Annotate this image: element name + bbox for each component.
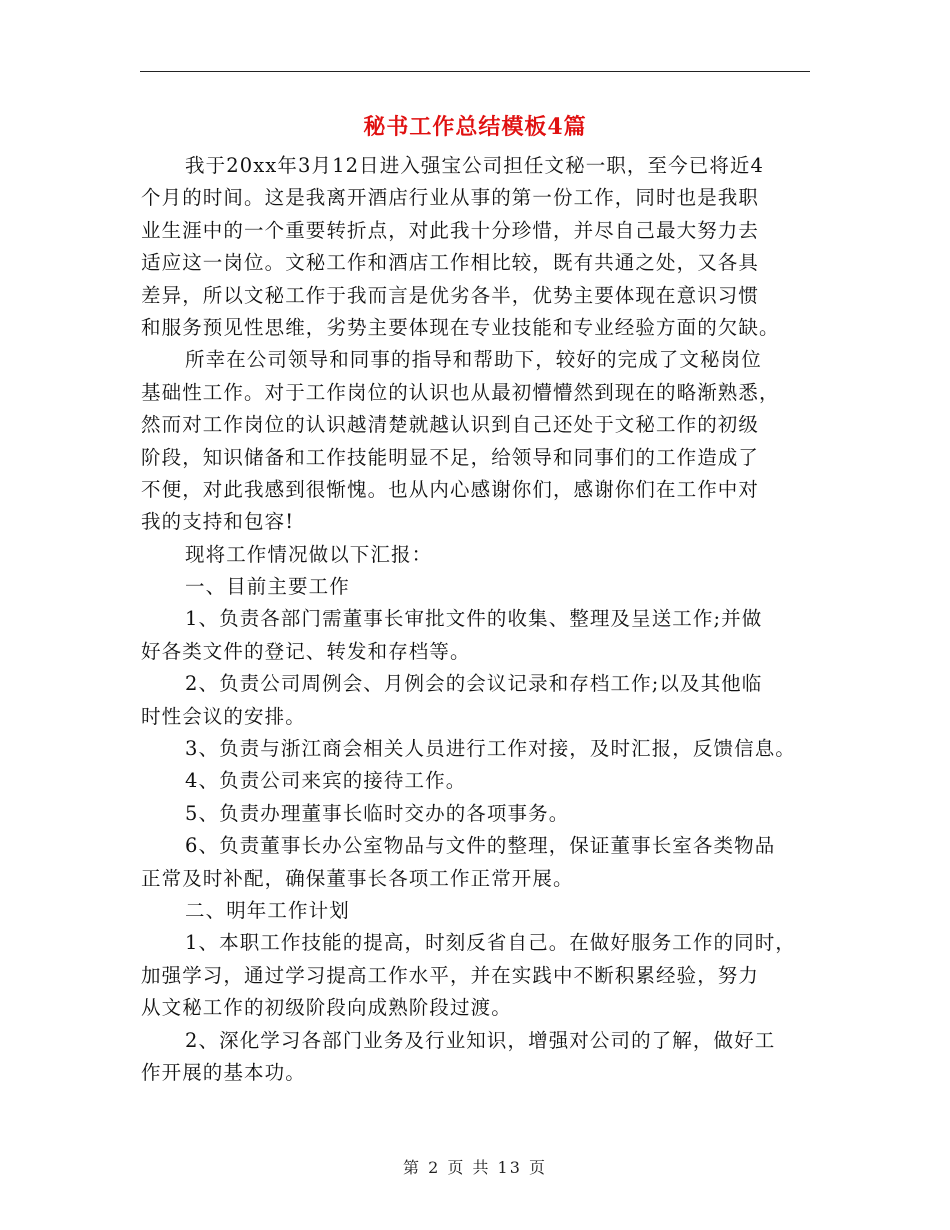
body-line: 所幸在公司领导和同事的指导和帮助下，较好的完成了文秘岗位 (185, 348, 762, 372)
header-rule (140, 71, 810, 72)
body-line: 个月的时间。这是我离开酒店行业从事的第一份工作，同时也是我职 (141, 186, 760, 210)
document-body (141, 150, 821, 1089)
body-line: 然而对工作岗位的认识越清楚就越认识到自己还处于文秘工作的初级 (141, 413, 760, 437)
body-line: 3、负责与浙江商会相关人员进行工作对接，及时汇报，反馈信息。 (185, 737, 796, 761)
body-line: 加强学习，通过学习提高工作水平，并在实践中不断积累经验，努力 (141, 963, 760, 987)
body-line: 二、明年工作计划 (185, 898, 350, 922)
body-line: 基础性工作。对于工作岗位的认识也从最初懵懵然到现在的略渐熟悉， (141, 380, 780, 404)
body-line: 差异，所以文秘工作于我而言是优劣各半，优势主要体现在意识习惯 (141, 283, 760, 307)
body-line: 5、负责办理董事长临时交办的各项事务。 (185, 801, 570, 825)
body-line: 6、负责董事长办公室物品与文件的整理，保证董事长室各类物品 (185, 834, 776, 858)
body-line: 正常及时补配，确保董事长各项工作正常开展。 (141, 866, 574, 890)
body-line: 适应这一岗位。文秘工作和酒店工作相比较，既有共通之处，又各具 (141, 251, 760, 275)
body-line: 一、目前主要工作 (185, 575, 350, 599)
body-line: 阶段，知识储备和工作技能明显不足，给领导和同事们的工作造成了 (141, 445, 760, 469)
body-line: 不便，对此我感到很惭愧。也从内心感谢你们，感谢你们在工作中对 (141, 477, 760, 501)
body-line: 我于20xx年3月12日进入强宝公司担任文秘一职，至今已将近4 (185, 154, 765, 177)
body-line: 2、负责公司周例会、月例会的会议记录和存档工作;以及其他临 (185, 672, 763, 696)
body-line: 现将工作情况做以下汇报： (185, 542, 433, 566)
body-line: 作开展的基本功。 (141, 1060, 306, 1084)
body-line: 2、深化学习各部门业务及行业知识，增强对公司的了解，做好工 (185, 1028, 776, 1052)
body-line: 4、负责公司来宾的接待工作。 (185, 769, 467, 793)
body-line: 1、负责各部门需董事长审批文件的收集、整理及呈送工作;并做 (185, 607, 763, 631)
body-line: 业生涯中的一个重要转折点，对此我十分珍惜，并尽自己最大努力去 (141, 218, 760, 242)
body-line: 好各类文件的登记、转发和存档等。 (141, 639, 471, 663)
page-number: 第 2 页 共 13 页 (403, 1158, 547, 1177)
body-line: 1、本职工作技能的提高，时刻反省自己。在做好服务工作的同时， (185, 931, 796, 955)
body-line: 从文秘工作的初级阶段向成熟阶段过渡。 (141, 996, 512, 1020)
body-line: 时性会议的安排。 (141, 704, 306, 728)
document-title: 秘书工作总结模板4篇 (363, 114, 587, 140)
body-line: 和服务预见性思维，劣势主要体现在专业技能和专业经验方面的欠缺。 (141, 315, 780, 339)
body-line: 我的支持和包容! (141, 510, 295, 534)
